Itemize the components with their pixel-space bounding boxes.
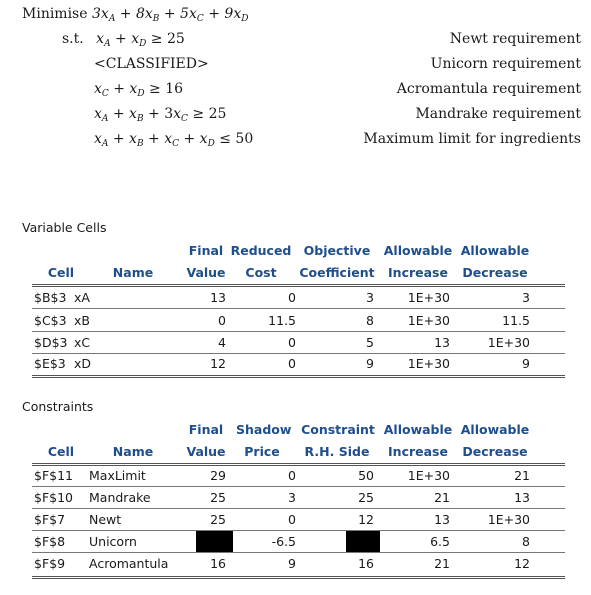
constraint-acromantula: $x_C + x_D \ge 16$ xyxy=(94,81,184,99)
ct-shadow-price: 0 xyxy=(288,468,296,483)
ct-name: MaxLimit xyxy=(89,468,146,483)
ct-name: Acromantula xyxy=(89,556,169,571)
ct-bottom-divider xyxy=(32,576,565,579)
constraint-mandrake: $x_A + x_B + 3x_C \ge 25$ xyxy=(94,106,227,124)
redacted-value-block xyxy=(196,531,233,552)
vc-header-cell: Cell xyxy=(47,265,75,280)
vc-value: 12 xyxy=(210,356,226,371)
ct-allow-inc: 13 xyxy=(434,512,450,527)
ct-rhs: 12 xyxy=(358,512,374,527)
vc-reduced-cost: 0 xyxy=(288,356,296,371)
ct-shadow-price: 9 xyxy=(288,556,296,571)
objective-keyword: Minimise xyxy=(22,6,88,22)
ct-allow-dec: 12 xyxy=(514,556,530,571)
vc-cell-ref: $C$3 xyxy=(34,313,67,328)
ct-header-divider xyxy=(32,463,565,466)
ct-value: 29 xyxy=(210,468,226,483)
row-divider xyxy=(32,308,565,309)
vc-name: xB xyxy=(74,313,90,328)
vc-header-increase: Increase xyxy=(388,265,448,280)
ct-allow-inc: 21 xyxy=(434,556,450,571)
row-divider xyxy=(32,353,565,354)
vc-value: 4 xyxy=(218,335,226,350)
vc-header-divider xyxy=(32,284,565,287)
ct-header-final: Final xyxy=(188,422,224,437)
vc-name: xC xyxy=(74,335,91,350)
ct-header-cell: Cell xyxy=(47,444,75,459)
row-divider xyxy=(32,530,565,531)
vc-header-final: Final xyxy=(188,243,224,258)
vc-allow-inc: 1E+30 xyxy=(407,356,450,371)
vc-obj-coef: 8 xyxy=(366,313,374,328)
ct-allow-dec: 1E+30 xyxy=(487,512,530,527)
ct-shadow-price: 0 xyxy=(288,512,296,527)
vc-name: xD xyxy=(74,356,92,371)
ct-header-value: Value xyxy=(186,444,226,459)
objective-line xyxy=(22,6,248,22)
constraint-note-unicorn: Unicorn requirement xyxy=(430,56,581,72)
ct-rhs: 25 xyxy=(358,490,374,505)
ct-value: 25 xyxy=(210,512,226,527)
ct-cell-ref: $F$9 xyxy=(34,556,66,571)
vc-allow-dec: 11.5 xyxy=(502,313,530,328)
vc-allow-inc: 1E+30 xyxy=(407,290,450,305)
vc-header-objective: Objective xyxy=(303,243,371,258)
row-divider xyxy=(32,508,565,509)
redacted-rhs-block xyxy=(346,531,380,552)
vc-allow-dec: 9 xyxy=(522,356,530,371)
vc-allow-dec: 1E+30 xyxy=(487,335,530,350)
vc-value: 13 xyxy=(210,290,226,305)
ct-header-name: Name xyxy=(112,444,154,459)
vc-obj-coef: 9 xyxy=(366,356,374,371)
ct-shadow-price: -6.5 xyxy=(271,534,296,549)
vc-value: 0 xyxy=(218,313,226,328)
ct-header-increase: Increase xyxy=(388,444,448,459)
row-divider xyxy=(32,331,565,332)
ct-shadow-price: 3 xyxy=(288,490,296,505)
constraint-note-mandrake: Mandrake requirement xyxy=(415,106,581,122)
constraint-unicorn-classified: <CLASSIFIED> xyxy=(94,56,209,72)
row-divider xyxy=(32,486,565,487)
ct-cell-ref: $F$8 xyxy=(34,534,66,549)
ct-value: 16 xyxy=(210,556,226,571)
variable-cells-title: Variable Cells xyxy=(22,220,107,235)
ct-allow-inc: 6.5 xyxy=(430,534,450,549)
ct-cell-ref: $F$11 xyxy=(34,468,74,483)
ct-header-shadow: Shadow xyxy=(236,422,292,437)
ct-allow-dec: 13 xyxy=(514,490,530,505)
constraint-newt: s.t. $x_A + x_D \ge 25$ xyxy=(62,31,185,49)
vc-name: xA xyxy=(74,290,90,305)
vc-header-cost: Cost xyxy=(245,265,277,280)
vc-header-name: Name xyxy=(112,265,154,280)
constraint-note-acromantula: Acromantula requirement xyxy=(396,81,581,97)
vc-header-allowable-dec: Allowable xyxy=(460,243,530,258)
ct-allow-dec: 8 xyxy=(522,534,530,549)
vc-bottom-divider xyxy=(32,375,565,378)
vc-reduced-cost: 11.5 xyxy=(268,313,296,328)
row-divider xyxy=(32,552,565,553)
constraints-title: Constraints xyxy=(22,399,94,414)
vc-allow-inc: 13 xyxy=(434,335,450,350)
constraint-note-maxlimit: Maximum limit for ingredients xyxy=(363,131,581,147)
ct-header-decrease: Decrease xyxy=(462,444,528,459)
ct-name: Newt xyxy=(89,512,122,527)
ct-header-allowable-inc: Allowable xyxy=(383,422,453,437)
vc-cell-ref: $D$3 xyxy=(34,335,68,350)
vc-obj-coef: 5 xyxy=(366,335,374,350)
objective-expression: $3x_A + 8x_B + 5x_C + 9x_D$ xyxy=(91,6,249,24)
vc-reduced-cost: 0 xyxy=(288,290,296,305)
ct-header-allowable-dec: Allowable xyxy=(460,422,530,437)
st-label: s.t. xyxy=(62,31,84,47)
vc-header-allowable-inc: Allowable xyxy=(383,243,453,258)
ct-value: 25 xyxy=(210,490,226,505)
ct-header-price: Price xyxy=(244,444,280,459)
ct-header-rhs: R.H. Side xyxy=(304,444,370,459)
ct-name: Mandrake xyxy=(89,490,151,505)
vc-reduced-cost: 0 xyxy=(288,335,296,350)
ct-rhs: 50 xyxy=(358,468,374,483)
constraint-note-newt: Newt requirement xyxy=(449,31,581,47)
ct-allow-inc: 1E+30 xyxy=(407,468,450,483)
ct-cell-ref: $F$7 xyxy=(34,512,66,527)
vc-allow-dec: 3 xyxy=(522,290,530,305)
ct-allow-inc: 21 xyxy=(434,490,450,505)
vc-header-coefficient: Coefficient xyxy=(299,265,375,280)
vc-cell-ref: $E$3 xyxy=(34,356,66,371)
vc-header-decrease: Decrease xyxy=(462,265,528,280)
ct-name: Unicorn xyxy=(89,534,137,549)
vc-header-value: Value xyxy=(186,265,226,280)
vc-obj-coef: 3 xyxy=(366,290,374,305)
ct-header-constraint: Constraint xyxy=(301,422,375,437)
ct-cell-ref: $F$10 xyxy=(34,490,74,505)
ct-allow-dec: 21 xyxy=(514,468,530,483)
vc-cell-ref: $B$3 xyxy=(34,290,67,305)
ct-rhs: 16 xyxy=(358,556,374,571)
vc-header-reduced: Reduced xyxy=(230,243,292,258)
constraint-maxlimit: $x_A + x_B + x_C + x_D \le 50$ xyxy=(94,131,254,149)
vc-allow-inc: 1E+30 xyxy=(407,313,450,328)
